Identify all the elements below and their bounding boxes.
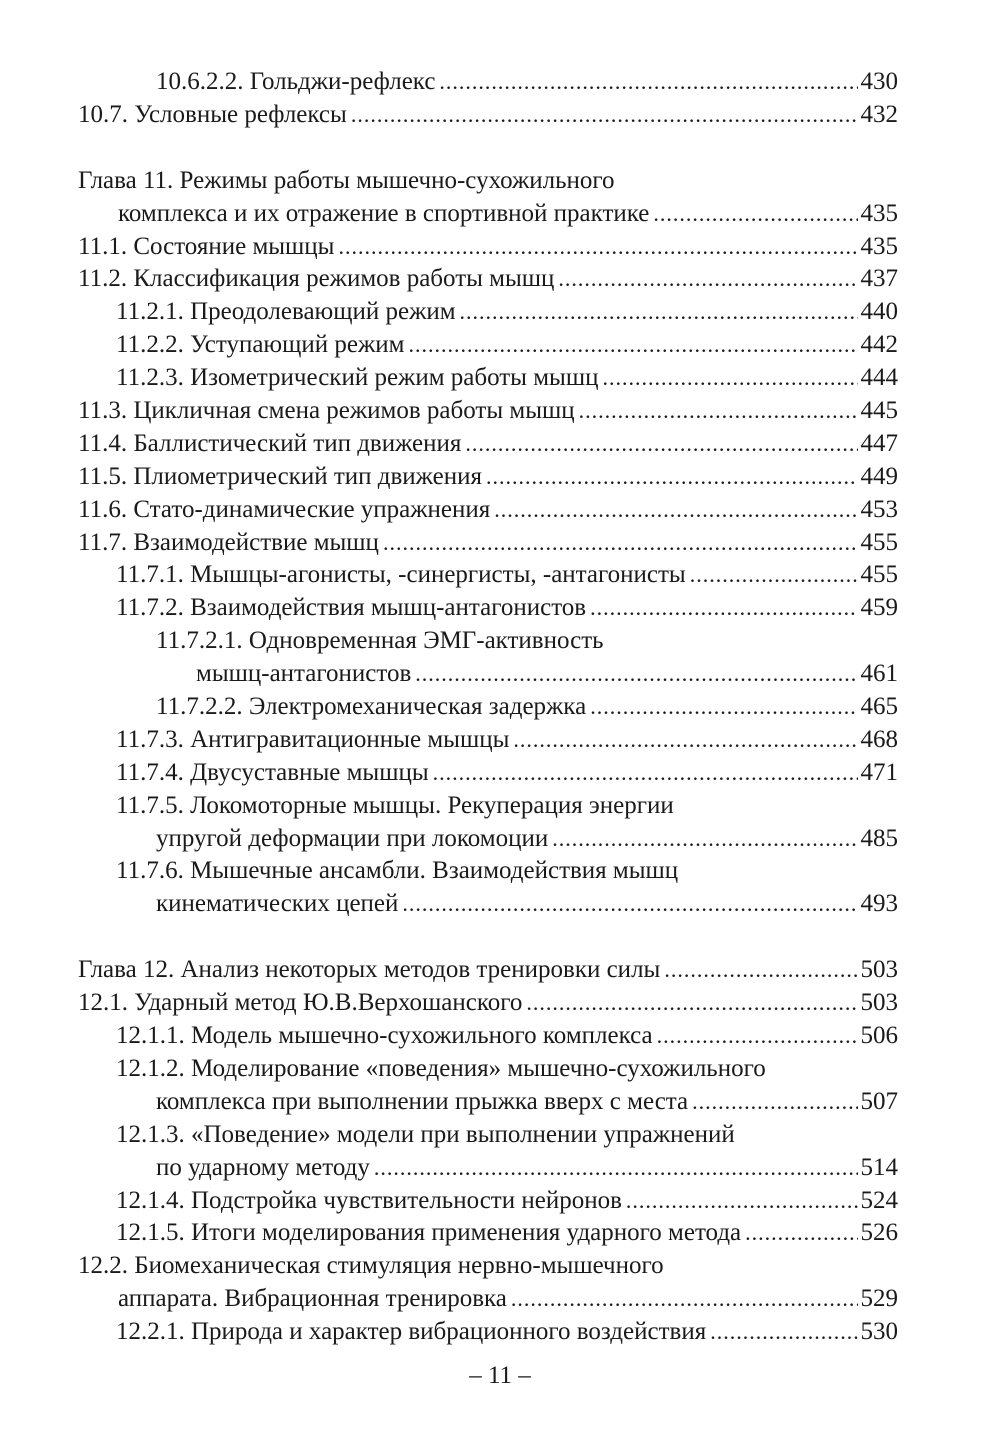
dot-leader [657, 1020, 858, 1053]
toc-entry-page: 437 [860, 265, 898, 293]
toc-entry-page: 459 [860, 594, 898, 622]
toc-entry [78, 1283, 898, 1316]
dot-leader [602, 362, 857, 395]
toc-entry [78, 1316, 898, 1349]
toc-entry-page: 530 [860, 1318, 898, 1346]
toc-entry [78, 658, 898, 691]
toc-entry-title: Глава 12. Анализ некоторых методов тренировки силы [78, 956, 661, 984]
toc-entry-title: 11.7. Взаимодействие мышц [78, 528, 379, 556]
toc-entry [78, 1020, 898, 1053]
dot-leader [664, 954, 857, 987]
dot-leader [558, 263, 857, 296]
page-number: – 11 – [469, 1362, 531, 1389]
toc-entry-page: 471 [860, 758, 898, 786]
toc-entry-page: 455 [860, 561, 898, 589]
dot-leader [465, 428, 857, 461]
dot-leader [626, 1185, 858, 1218]
toc-entry [78, 198, 898, 231]
toc-entry [78, 1152, 898, 1185]
dot-leader [460, 296, 858, 329]
toc-entry [78, 1217, 898, 1250]
toc-entry-page: 432 [860, 100, 898, 128]
toc-entry [78, 66, 898, 99]
toc-entry-title: 11.7.6. Мышечные ансамбли. Взаимодействия мышц [116, 857, 679, 885]
toc-entry-title: 11.4. Баллистический тип движения [78, 429, 462, 457]
toc-entry [78, 494, 898, 527]
toc-entry-title: 11.2.1. Преодолевающий режим [116, 298, 456, 326]
toc-entry [78, 263, 898, 296]
toc-entry [78, 888, 898, 921]
toc-entry-title: 11.2.2. Уступающий режим [116, 331, 405, 359]
toc-entry-title: упругой деформации при локомоции [156, 824, 549, 852]
toc-entry [78, 329, 898, 362]
toc-entry [78, 823, 898, 856]
dot-leader [590, 592, 857, 625]
toc-entry [78, 790, 898, 823]
toc-entry-title: 11.7.3. Антигравитационные мышцы [116, 725, 510, 753]
toc-entry-page: 453 [860, 495, 898, 523]
toc-entry [78, 987, 898, 1020]
toc-entry-page: 447 [860, 429, 898, 457]
toc-entry-page: 514 [860, 1153, 898, 1181]
dot-leader [653, 198, 857, 231]
dot-leader [552, 823, 857, 856]
toc-entry-page: 435 [860, 232, 898, 260]
toc-entry-title: по ударному методу [156, 1153, 370, 1181]
toc-entry-page: 449 [860, 462, 898, 490]
dot-leader [494, 494, 857, 527]
toc-entry [78, 1053, 898, 1086]
toc-entry-page: 506 [860, 1022, 898, 1050]
toc-entry-page: 435 [860, 199, 898, 227]
toc-entry-title: 11.7.2.1. Одновременная ЭМГ-активность [156, 627, 604, 655]
dot-leader [433, 757, 858, 790]
toc-entry [78, 165, 898, 198]
toc-entry [78, 1119, 898, 1152]
toc-entry [78, 231, 898, 264]
toc-entry [78, 461, 898, 494]
dot-leader [486, 461, 858, 494]
toc-entry-page: 503 [860, 989, 898, 1017]
toc-entry-title: комплекса и их отражение в спортивной практике [118, 199, 650, 227]
toc-entry [78, 625, 898, 658]
toc-entry-page: 442 [860, 331, 898, 359]
toc-section-chapter-11 [78, 165, 898, 921]
toc-entry-title: 12.2. Биомеханическая стимуляция нервно-мышечного [78, 1252, 664, 1280]
toc-entry [78, 724, 898, 757]
toc-entry [78, 527, 898, 560]
toc-entry [78, 559, 898, 592]
dot-leader [408, 329, 857, 362]
toc-entry-title: 12.1.1. Модель мышечно-сухожильного комплекса [116, 1022, 653, 1050]
toc-entry-page: 461 [860, 660, 898, 688]
toc-entry-page: 485 [860, 824, 898, 852]
dot-leader [710, 1316, 857, 1349]
toc-entry-page: 465 [860, 693, 898, 721]
toc-entry-title: 11.7.5. Локомоторные мышцы. Рекуперация энергии [116, 791, 674, 819]
toc-entry [78, 1185, 898, 1218]
section-gap [78, 921, 898, 954]
dot-leader [690, 559, 858, 592]
toc-entry-title: мышц-антагонистов [196, 660, 412, 688]
toc-entry-title: 10.7. Условные рефлексы [78, 100, 347, 128]
dot-leader [351, 99, 858, 132]
dot-leader [415, 658, 857, 691]
toc-entry-page: 493 [860, 890, 898, 918]
toc-entry-page: 529 [860, 1285, 898, 1313]
toc-entry-title: 11.6. Стато-динамические упражнения [78, 495, 491, 523]
toc-entry [78, 954, 898, 987]
toc-entry [78, 362, 898, 395]
toc-entry-page: 507 [860, 1087, 898, 1115]
toc-entry [78, 296, 898, 329]
dot-leader [579, 395, 858, 428]
toc-entry-title: 11.5. Плиометрический тип движения [78, 462, 482, 490]
toc-entry-title: 11.7.2.2. Электромеханическая задержка [156, 693, 587, 721]
section-gap [78, 132, 898, 165]
dot-leader [374, 1152, 858, 1185]
toc-entry-title: 11.3. Цикличная смена режимов работы мышц [78, 397, 575, 425]
toc-entry-title: 10.6.2.2. Гольджи-рефлекс [156, 68, 436, 95]
toc-section-chapter-10-end [78, 66, 898, 132]
toc-entry-page: 444 [860, 364, 898, 392]
toc-entry-page: 455 [860, 528, 898, 556]
dot-leader [590, 691, 857, 724]
toc-entry [78, 691, 898, 724]
toc-entry [78, 757, 898, 790]
toc-entry-title: 12.1. Ударный метод Ю.В.Верхошанского [78, 989, 523, 1017]
toc-entry-title: 11.2. Классификация режимов работы мышц [78, 265, 555, 293]
toc-entry-title: 12.2.1. Природа и характер вибрационного воздействия [116, 1318, 707, 1346]
toc-entry [78, 592, 898, 625]
toc-entry [78, 1086, 898, 1119]
toc-entry-page: 430 [860, 68, 898, 95]
toc-entry-page: 468 [860, 725, 898, 753]
dot-leader [338, 231, 857, 264]
dot-leader [526, 987, 857, 1020]
toc-entry-page: 503 [860, 956, 898, 984]
toc-entry-title: 11.7.4. Двусуставные мышцы [116, 758, 429, 786]
dot-leader [513, 724, 857, 757]
dot-leader [745, 1217, 857, 1250]
dot-leader [511, 1283, 858, 1316]
dot-leader [439, 66, 857, 99]
toc-entry-page: 445 [860, 397, 898, 425]
toc-entry-title: комплекса при выполнении прыжка вверх с места [156, 1087, 689, 1115]
dot-leader [692, 1086, 857, 1119]
toc-entry [78, 428, 898, 461]
toc-entry-title: 12.1.3. «Поведение» модели при выполнении упражнений [116, 1120, 735, 1148]
toc-entry-title: 11.7.2. Взаимодействия мышц-антагонистов [116, 594, 587, 622]
toc-entry [78, 855, 898, 888]
toc-entry [78, 1250, 898, 1283]
toc-entry-page: 524 [860, 1186, 898, 1214]
toc-entry-title: 11.2.3. Изометрический режим работы мышц [116, 364, 599, 392]
toc-entry-title: 11.1. Состояние мышцы [78, 232, 335, 260]
toc-entry-title: 12.1.2. Моделирование «поведения» мышечно-сухожильного [116, 1054, 766, 1082]
toc-entry-page: 526 [860, 1219, 898, 1247]
toc-entry-title: аппарата. Вибрационная тренировка [118, 1285, 507, 1313]
toc-entry [78, 99, 898, 132]
toc-entry [78, 395, 898, 428]
toc-entry-title: кинематических цепей [156, 890, 399, 918]
toc-entry-title: Глава 11. Режимы работы мышечно-сухожильного [78, 166, 615, 194]
dot-leader [383, 527, 858, 560]
toc-section-chapter-12 [78, 954, 898, 1349]
toc-entry-title: 12.1.5. Итоги моделирования применения ударного метода [116, 1219, 742, 1247]
toc-entry-title: 12.1.4. Подстройка чувствительности нейронов [116, 1186, 622, 1214]
toc-entry-page: 440 [860, 298, 898, 326]
toc-entry-title: 11.7.1. Мышцы-агонисты, -синергисты, -антагонисты [116, 561, 686, 589]
table-of-contents [78, 66, 898, 1349]
dot-leader [402, 888, 857, 921]
